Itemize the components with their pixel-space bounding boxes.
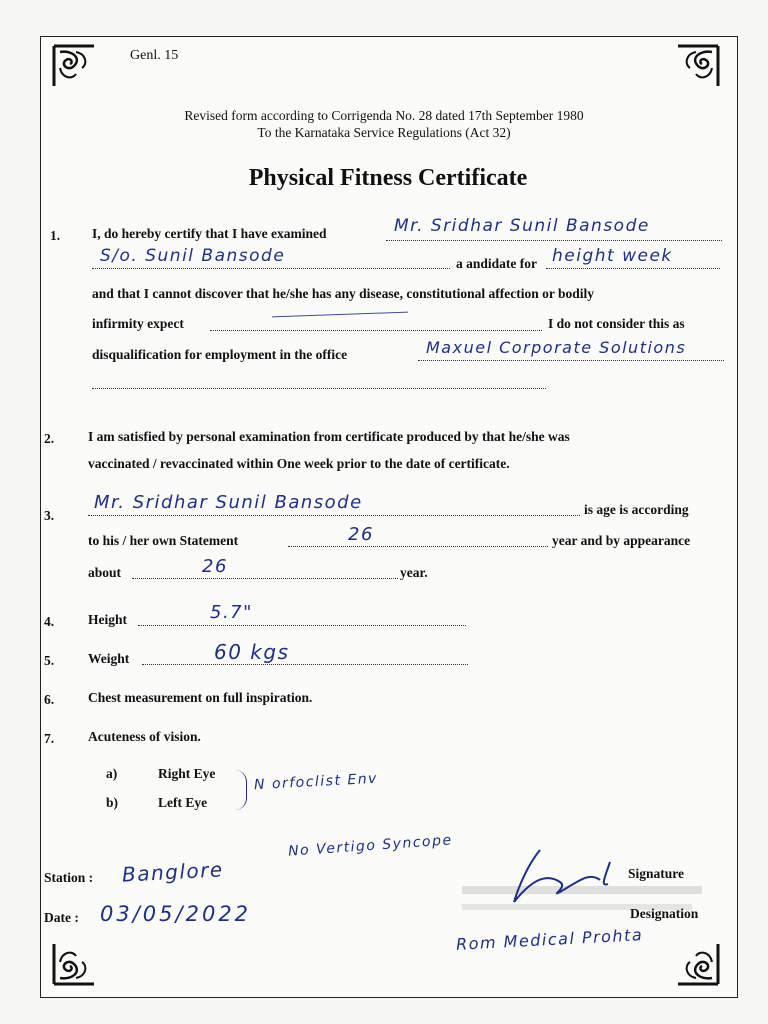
- item1-text-5: I do not consider this as: [548, 316, 685, 331]
- item1-text-6: disqualification for employment in the office: [92, 347, 348, 362]
- fill-line: [210, 330, 542, 331]
- left-eye-label: Left Eye: [158, 795, 208, 810]
- item1-text-4: infirmity expect: [92, 316, 184, 331]
- weight-label: Weight: [88, 651, 130, 666]
- item1-text-1: I, do hereby certify that I have examined: [92, 226, 327, 241]
- fill-line: [92, 268, 450, 269]
- hw-designation: Rom Medical Prohta: [455, 925, 644, 954]
- fill-line: [138, 625, 466, 626]
- date-label: Date :: [44, 910, 79, 925]
- hw-office: Maxuel Corporate Solutions: [426, 338, 687, 357]
- station-label: Station :: [44, 870, 94, 885]
- fill-line: [142, 664, 468, 665]
- item3-text-2: to his / her own Statement: [88, 533, 239, 548]
- hw-remark: No Vertigo Syncope: [287, 832, 454, 860]
- hw-vision: N orfoclist Env: [253, 770, 379, 794]
- hw-date: 03/05/2022: [100, 902, 252, 926]
- fill-line: [132, 578, 398, 579]
- sub-item-a: a): [106, 766, 118, 781]
- form-code: Genl. 15: [130, 48, 179, 63]
- corner-ornament-icon: [52, 44, 96, 88]
- fill-line: [92, 388, 546, 389]
- item2-text-1: I am satisfied by personal examination from certificate produced by that he/she was: [88, 429, 570, 444]
- hw-height: 5.7": [210, 602, 253, 623]
- item3-text-3: year and by appearance: [552, 533, 691, 548]
- item2-text-2: vaccinated / revaccinated within One week prior to the date of certificate.: [88, 456, 510, 471]
- hw-post: height week: [552, 246, 673, 266]
- hw-son-of: S/o. Sunil Bansode: [100, 246, 286, 266]
- fill-line: [88, 515, 580, 516]
- signature-scribble: [490, 842, 640, 912]
- item-number: 7.: [44, 731, 55, 746]
- page-title: Physical Fitness Certificate: [248, 165, 528, 191]
- item-number: 1.: [50, 228, 61, 243]
- sub-item-b: b): [106, 795, 119, 810]
- chest-label: Chest measurement on full inspiration.: [88, 690, 313, 705]
- fill-line: [418, 360, 724, 361]
- item-number: 6.: [44, 692, 55, 707]
- height-label: Height: [88, 612, 127, 627]
- item-number: 5.: [44, 653, 55, 668]
- header-line-2: To the Karnataka Service Regulations (Act 32): [257, 125, 511, 140]
- hw-age-appearance: 26: [202, 556, 228, 577]
- designation-label: Designation: [630, 906, 699, 921]
- item-number: 3.: [44, 508, 55, 523]
- signature-label: Signature: [628, 866, 685, 881]
- item-number: 4.: [44, 614, 55, 629]
- hw-brace: [228, 770, 247, 810]
- corner-ornament-icon: [52, 942, 96, 986]
- fill-line: [288, 546, 548, 547]
- item3-text-5: year.: [400, 565, 428, 580]
- corner-ornament-icon: [676, 942, 720, 986]
- header-line-1: Revised form according to Corrigenda No. 28 dated 17th September 1980: [184, 108, 584, 123]
- hw-candidate-name: Mr. Sridhar Sunil Bansode: [394, 216, 650, 236]
- fill-line: [386, 240, 722, 241]
- fill-line: [546, 268, 720, 269]
- hw-weight: 60 kgs: [214, 640, 290, 664]
- corner-ornament-icon: [676, 44, 720, 88]
- item-number: 2.: [44, 431, 55, 446]
- hw-candidate-name-2: Mr. Sridhar Sunil Bansode: [94, 492, 363, 513]
- item1-text-2: a andidate for: [456, 256, 537, 271]
- item3-text-1: is age is according: [584, 502, 689, 517]
- vision-label: Acuteness of vision.: [88, 729, 201, 744]
- right-eye-label: Right Eye: [158, 766, 216, 781]
- item3-text-4: about: [88, 565, 122, 580]
- hw-station: Banglore: [121, 857, 225, 887]
- item1-text-3: and that I cannot discover that he/she has any disease, constitutional affection or bodily: [92, 286, 595, 301]
- hw-age-statement: 26: [348, 524, 374, 545]
